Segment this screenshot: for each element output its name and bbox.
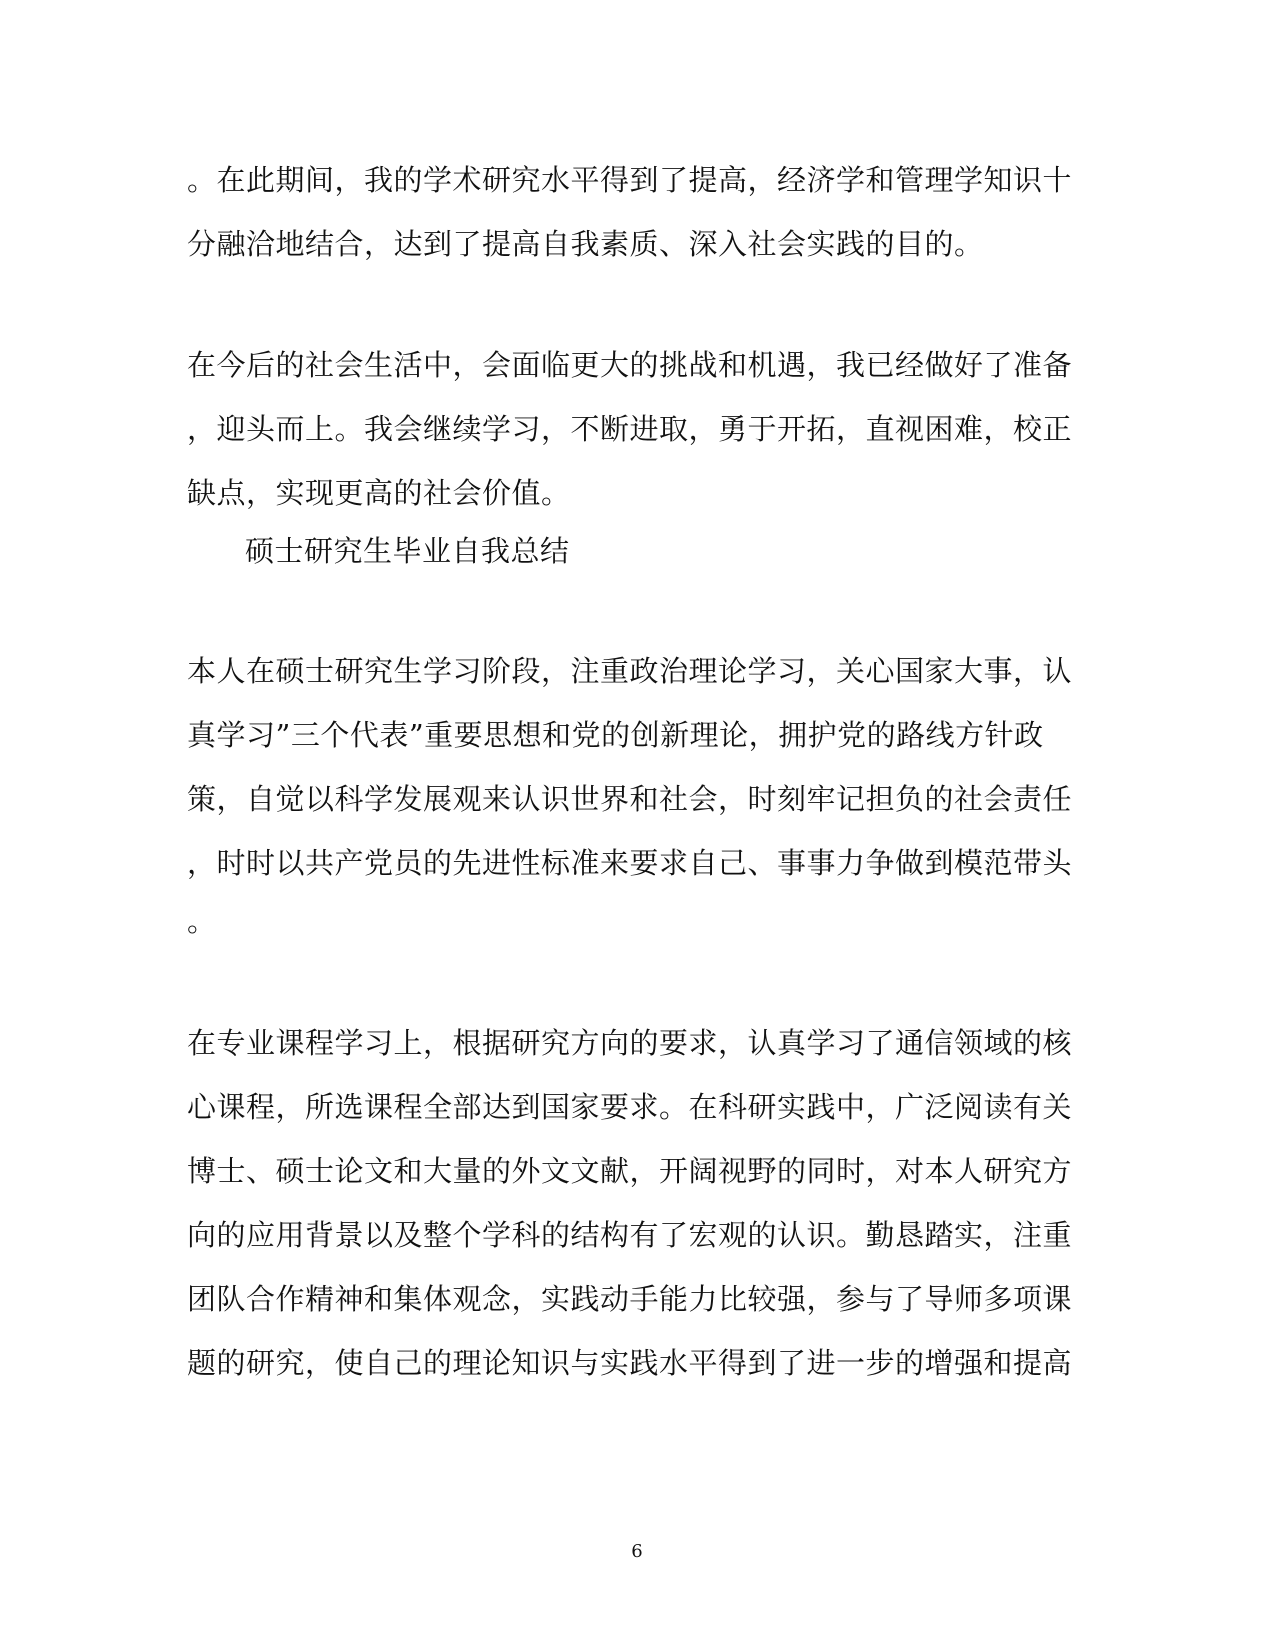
- paragraph-3-line-3: 策，自觉以科学发展观来认识世界和社会，时刻牢记担负的社会责任: [187, 782, 1073, 816]
- paragraph-2-line-1: 在今后的社会生活中，会面临更大的挑战和机遇，我已经做好了准备: [187, 348, 1073, 382]
- paragraph-3-line-4: ，时时以共产党员的先进性标准来要求自己、事事力争做到模范带头: [187, 846, 1073, 880]
- paragraph-2-line-2: ，迎头而上。我会继续学习，不断进取，勇于开拓，直视困难，校正: [187, 412, 1073, 446]
- paragraph-3-line-5: 。: [187, 904, 217, 938]
- paragraph-3-line-1: 本人在硕士研究生学习阶段，注重政治理论学习，关心国家大事，认: [187, 654, 1073, 688]
- paragraph-3-line-2: 真学习”三个代表”重要思想和党的创新理论，拥护党的路线方针政: [187, 718, 1044, 752]
- paragraph-4-line-5: 团队合作精神和集体观念，实践动手能力比较强，参与了导师多项课: [187, 1282, 1073, 1316]
- paragraph-4-line-2: 心课程，所选课程全部达到国家要求。在科研实践中，广泛阅读有关: [187, 1090, 1073, 1124]
- section-heading: 硕士研究生毕业自我总结: [245, 534, 570, 568]
- paragraph-4-line-1: 在专业课程学习上，根据研究方向的要求，认真学习了通信领域的核: [187, 1026, 1073, 1060]
- paragraph-2-line-3: 缺点，实现更高的社会价值。: [187, 476, 571, 510]
- paragraph-1-line-1: 。在此期间，我的学术研究水平得到了提高，经济学和管理学知识十: [187, 163, 1073, 197]
- paragraph-4-line-6: 题的研究，使自己的理论知识与实践水平得到了进一步的增强和提高: [187, 1346, 1073, 1380]
- paragraph-4-line-3: 博士、硕士论文和大量的外文文献，开阔视野的同时，对本人研究方: [187, 1154, 1073, 1188]
- page-number: 6: [631, 1541, 643, 1562]
- paragraph-1-line-2: 分融洽地结合，达到了提高自我素质、深入社会实践的目的。: [187, 227, 984, 261]
- paragraph-4-line-4: 向的应用背景以及整个学科的结构有了宏观的认识。勤恳踏实，注重: [187, 1218, 1073, 1252]
